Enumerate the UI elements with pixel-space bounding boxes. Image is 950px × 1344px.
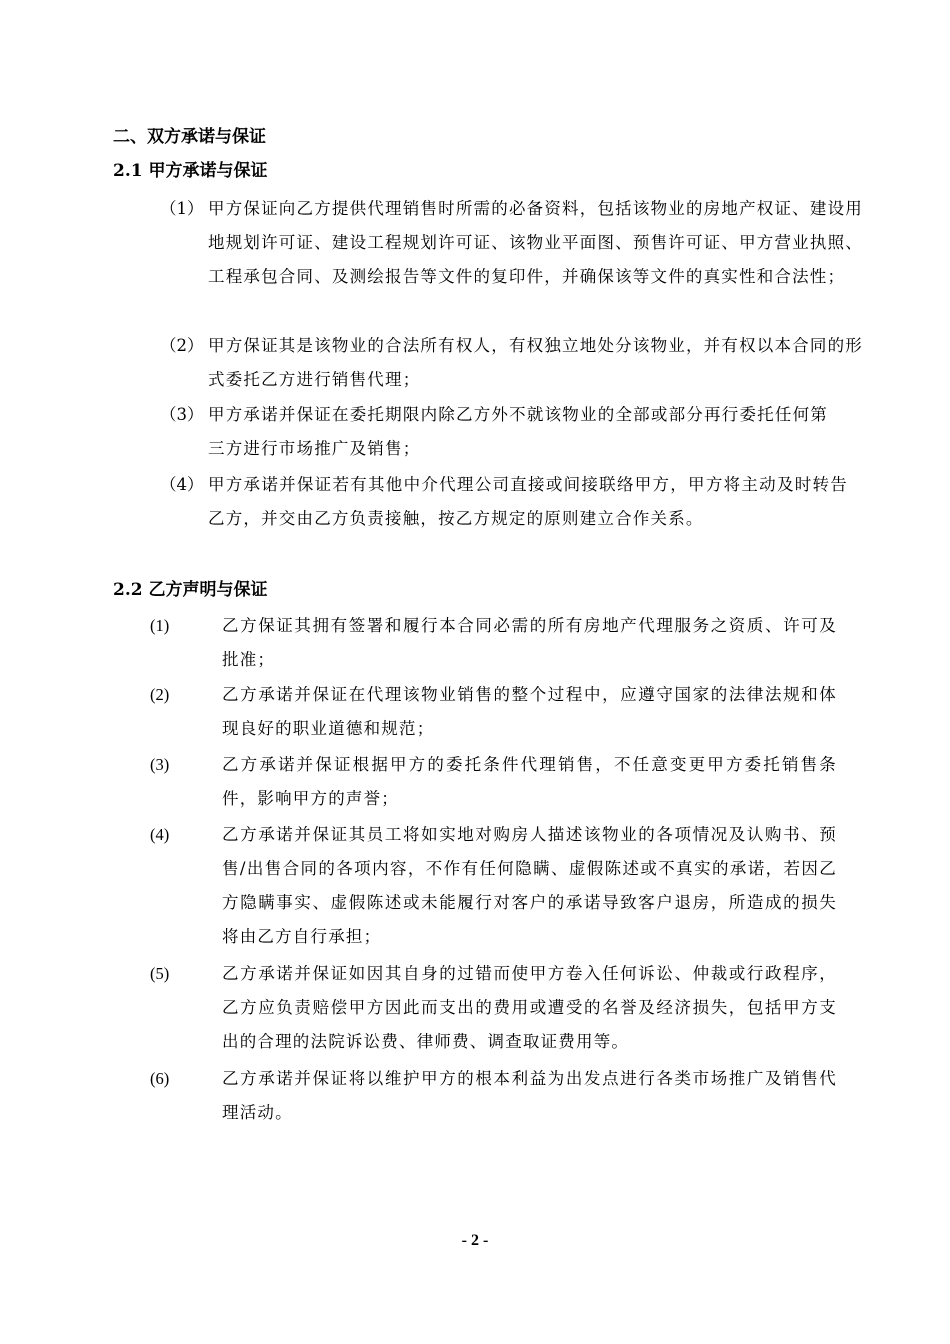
item-number: (1) xyxy=(150,616,170,635)
item-text: 乙方承诺并保证根据甲方的委托条件代理销售，不任意变更甲方委托销售条件，影响甲方的声誉； xyxy=(222,755,837,808)
item-number: （1） xyxy=(160,199,204,218)
subsection-title-2-1: 2.1 甲方承诺与保证 xyxy=(113,161,268,181)
item-number: （2） xyxy=(160,336,204,355)
page-number: - 2 - xyxy=(461,1232,489,1249)
item-number: (5) xyxy=(150,964,170,983)
item-text: 甲方承诺并保证若有其他中介代理公司直接或间接联络甲方，甲方将主动及时转告乙方，并交由乙方负责接触，按乙方规定的原则建立合作关系。 xyxy=(208,475,848,528)
item-text: 乙方承诺并保证将以维护甲方的根本利益为出发点进行各类市场推广及销售代理活动。 xyxy=(222,1069,837,1122)
subsection-title-2-2: 2.2 乙方声明与保证 xyxy=(113,580,268,600)
item-number: (3) xyxy=(150,755,170,774)
item-text: 乙方承诺并保证如因其自身的过错而使甲方卷入任何诉讼、仲裁或行政程序，乙方应负责赔偿甲方因此而支出的费用或遭受的名誉及经济损失，包括甲方支出的合理的法院诉讼费、律师费、调查取证费用等。 xyxy=(222,964,837,1051)
item-text: 乙方承诺并保证在代理该物业销售的整个过程中，应遵守国家的法律法规和体现良好的职业道德和规范； xyxy=(222,685,837,738)
item-text: 甲方承诺并保证在委托期限内除乙方外不就该物业的全部或部分再行委托任何第三方进行市场推广及销售； xyxy=(208,405,828,458)
item-number: （3） xyxy=(160,405,204,424)
section-title: 二、双方承诺与保证 xyxy=(113,127,266,147)
item-number: （4） xyxy=(160,475,204,494)
item-text: 乙方承诺并保证其员工将如实地对购房人描述该物业的各项情况及认购书、预售/出售合同的各项内容，不作有任何隐瞒、虚假陈述或不真实的承诺，若因乙方隐瞒事实、虚假陈述或未能履行对客户的承诺导致客户退房，所造成的损失将由乙方自行承担； xyxy=(222,825,837,946)
item-number: (6) xyxy=(150,1069,170,1088)
item-text: 乙方保证其拥有签署和履行本合同必需的所有房地产代理服务之资质、许可及批准； xyxy=(222,616,837,669)
item-text: 甲方保证其是该物业的合法所有权人，有权独立地处分该物业，并有权以本合同的形式委托乙方进行销售代理； xyxy=(208,336,863,389)
item-number: (4) xyxy=(150,825,170,844)
item-number: (2) xyxy=(150,685,170,704)
item-text: 甲方保证向乙方提供代理销售时所需的必备资料，包括该物业的房地产权证、建设用地规划许可证、建设工程规划许可证、该物业平面图、预售许可证、甲方营业执照、工程承包合同、及测绘报告等文件的复印件，并确保该等文件的真实性和合法性； xyxy=(208,199,863,286)
